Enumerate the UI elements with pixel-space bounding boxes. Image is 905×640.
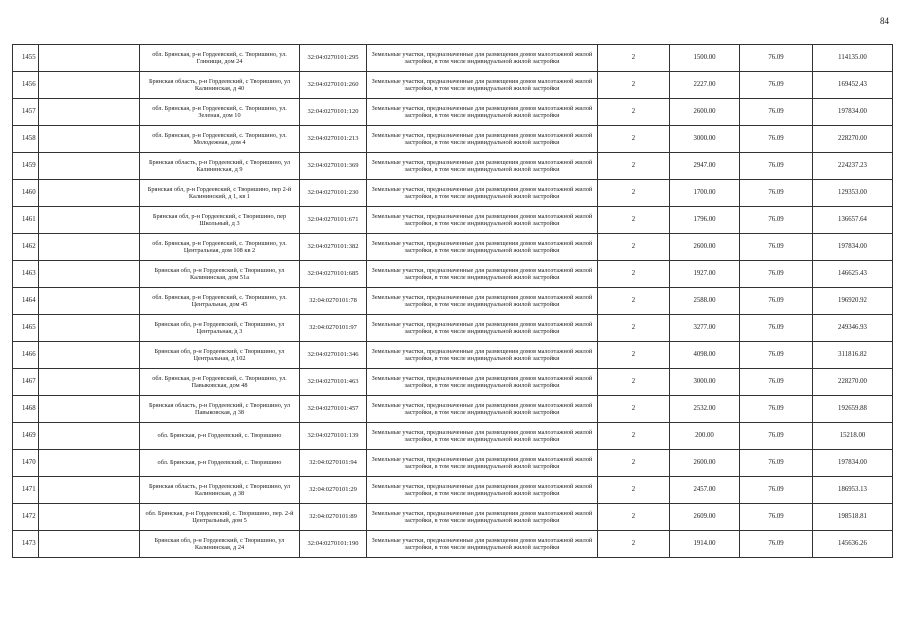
- address-cell: обл. Брянская, р-н Гордеевский, с. Творишино, ул. Центральная, дом 108 кв 2: [140, 234, 300, 261]
- empty-cell: [39, 72, 140, 99]
- table-row: [13, 72, 893, 99]
- empty-cell: [39, 396, 140, 423]
- empty-cell: [39, 477, 140, 504]
- cadastral-number-cell: 32:04:0270101:89: [300, 504, 367, 531]
- area-cell: 1927.00: [670, 261, 740, 288]
- row-number: 1464: [13, 288, 39, 315]
- empty-cell: [39, 45, 140, 72]
- table-row: [13, 153, 893, 180]
- row-number: 1461: [13, 207, 39, 234]
- group-code-cell: 2: [598, 72, 670, 99]
- address-cell: Брянская обл, р-н Гордеевский, с Творишино, ул Калининская, дом 51а: [140, 261, 300, 288]
- cadastral-rate-cell: 76.09: [740, 126, 813, 153]
- area-cell: 2947.00: [670, 153, 740, 180]
- empty-cell: [39, 126, 140, 153]
- group-code-cell: 2: [598, 45, 670, 72]
- address-cell: обл. Брянская, р-н Гордеевский, с. Творишино, ул. Центральная, дом 45: [140, 288, 300, 315]
- table-row: [13, 423, 893, 450]
- land-use-cell: Земельные участки, предназначенные для размещения домов малоэтажной жилой застройки, в том числе индивидуальной жилой застройки: [367, 72, 598, 99]
- land-use-cell: Земельные участки, предназначенные для размещения домов малоэтажной жилой застройки, в том числе индивидуальной жилой застройки: [367, 450, 598, 477]
- empty-cell: [39, 207, 140, 234]
- cadastral-number-cell: 32:04:0270101:190: [300, 531, 367, 558]
- cadastral-number-cell: 32:04:0270101:382: [300, 234, 367, 261]
- address-cell: Брянская область, р-н Гордеевский, с Творишино, ул Калининская, д 38: [140, 477, 300, 504]
- area-cell: 3000.00: [670, 369, 740, 396]
- address-cell: обл. Брянская, р-н Гордеевский, с. Творишино, ул. Павыковская, дом 48: [140, 369, 300, 396]
- cadastral-value-cell: 15218.00: [813, 423, 893, 450]
- group-code-cell: 2: [598, 207, 670, 234]
- group-code-cell: 2: [598, 477, 670, 504]
- address-cell: Брянская обл, р-н Гордеевский, с Творишино, ул Центральная, д 3: [140, 315, 300, 342]
- cadastral-rate-cell: 76.09: [740, 153, 813, 180]
- empty-cell: [39, 504, 140, 531]
- land-use-cell: Земельные участки, предназначенные для размещения домов малоэтажной жилой застройки, в том числе индивидуальной жилой застройки: [367, 396, 598, 423]
- cadastral-number-cell: 32:04:0270101:457: [300, 396, 367, 423]
- cadastral-value-cell: 228270.00: [813, 369, 893, 396]
- area-cell: 3277.00: [670, 315, 740, 342]
- row-number: 1472: [13, 504, 39, 531]
- group-code-cell: 2: [598, 369, 670, 396]
- cadastral-number-cell: 32:04:0270101:120: [300, 99, 367, 126]
- cadastral-number-cell: 32:04:0270101:97: [300, 315, 367, 342]
- table-row: [13, 207, 893, 234]
- group-code-cell: 2: [598, 423, 670, 450]
- land-use-cell: Земельные участки, предназначенные для размещения домов малоэтажной жилой застройки, в том числе индивидуальной жилой застройки: [367, 207, 598, 234]
- area-cell: 200.00: [670, 423, 740, 450]
- cadastral-value-cell: 197834.00: [813, 99, 893, 126]
- group-code-cell: 2: [598, 99, 670, 126]
- land-use-cell: Земельные участки, предназначенные для размещения домов малоэтажной жилой застройки, в том числе индивидуальной жилой застройки: [367, 531, 598, 558]
- group-code-cell: 2: [598, 261, 670, 288]
- row-number: 1460: [13, 180, 39, 207]
- cadastral-number-cell: 32:04:0270101:295: [300, 45, 367, 72]
- cadastral-rate-cell: 76.09: [740, 72, 813, 99]
- land-use-cell: Земельные участки, предназначенные для размещения домов малоэтажной жилой застройки, в том числе индивидуальной жилой застройки: [367, 126, 598, 153]
- address-cell: Брянская обл, р-н Гордеевский, с Творишино, пер 2-й Калининский, д 1, кв 1: [140, 180, 300, 207]
- cadastral-number-cell: 32:04:0270101:463: [300, 369, 367, 396]
- cadastral-value-cell: 224237.23: [813, 153, 893, 180]
- row-number: 1468: [13, 396, 39, 423]
- row-number: 1456: [13, 72, 39, 99]
- group-code-cell: 2: [598, 315, 670, 342]
- row-number: 1459: [13, 153, 39, 180]
- group-code-cell: 2: [598, 342, 670, 369]
- land-use-cell: Земельные участки, предназначенные для размещения домов малоэтажной жилой застройки, в том числе индивидуальной жилой застройки: [367, 234, 598, 261]
- group-code-cell: 2: [598, 126, 670, 153]
- row-number: 1458: [13, 126, 39, 153]
- cadastral-value-cell: 129353.00: [813, 180, 893, 207]
- cadastral-rate-cell: 76.09: [740, 45, 813, 72]
- table-row: [13, 45, 893, 72]
- cadastral-rate-cell: 76.09: [740, 450, 813, 477]
- address-cell: обл. Брянская, р-н Гордеевский, с. Творишино, пер. 2-й Центральный, дом 5: [140, 504, 300, 531]
- address-cell: Брянская обл, р-н Гордеевский, с Творишино, ул Калининская, д 24: [140, 531, 300, 558]
- cadastral-rate-cell: 76.09: [740, 531, 813, 558]
- land-use-cell: Земельные участки, предназначенные для размещения домов малоэтажной жилой застройки, в том числе индивидуальной жилой застройки: [367, 180, 598, 207]
- cadastral-rate-cell: 76.09: [740, 369, 813, 396]
- cadastral-value-cell: 136657.64: [813, 207, 893, 234]
- address-cell: Брянская область, р-н Гордеевский, с Творишино, ул Калининская, д 40: [140, 72, 300, 99]
- group-code-cell: 2: [598, 180, 670, 207]
- land-use-cell: Земельные участки, предназначенные для размещения домов малоэтажной жилой застройки, в том числе индивидуальной жилой застройки: [367, 153, 598, 180]
- cadastral-number-cell: 32:04:0270101:671: [300, 207, 367, 234]
- address-cell: обл. Брянская, р-н Гордеевский, с. Творишино, ул. Глинищи, дом 24: [140, 45, 300, 72]
- cadastral-rate-cell: 76.09: [740, 504, 813, 531]
- group-code-cell: 2: [598, 288, 670, 315]
- empty-cell: [39, 315, 140, 342]
- table-row: [13, 504, 893, 531]
- row-number: 1467: [13, 369, 39, 396]
- land-use-cell: Земельные участки, предназначенные для размещения домов малоэтажной жилой застройки, в том числе индивидуальной жилой застройки: [367, 477, 598, 504]
- table-row: [13, 450, 893, 477]
- address-cell: обл. Брянская, р-н Гордеевский, с. Творишино, ул. Зеленая, дом 10: [140, 99, 300, 126]
- cadastral-rate-cell: 76.09: [740, 315, 813, 342]
- cadastral-value-cell: 169452.43: [813, 72, 893, 99]
- area-cell: 1796.00: [670, 207, 740, 234]
- land-use-cell: Земельные участки, предназначенные для размещения домов малоэтажной жилой застройки, в том числе индивидуальной жилой застройки: [367, 423, 598, 450]
- row-number: 1463: [13, 261, 39, 288]
- group-code-cell: 2: [598, 531, 670, 558]
- area-cell: 2588.00: [670, 288, 740, 315]
- area-cell: 2600.00: [670, 234, 740, 261]
- cadastral-rate-cell: 76.09: [740, 342, 813, 369]
- row-number: 1469: [13, 423, 39, 450]
- empty-cell: [39, 153, 140, 180]
- land-use-cell: Земельные участки, предназначенные для размещения домов малоэтажной жилой застройки, в том числе индивидуальной жилой застройки: [367, 288, 598, 315]
- area-cell: 2457.00: [670, 477, 740, 504]
- table-row: [13, 180, 893, 207]
- table-row: [13, 531, 893, 558]
- cadastral-rate-cell: 76.09: [740, 207, 813, 234]
- empty-cell: [39, 369, 140, 396]
- cadastral-number-cell: 32:04:0270101:213: [300, 126, 367, 153]
- empty-cell: [39, 450, 140, 477]
- address-cell: Брянская область, р-н Гордеевский, с Творишино, ул Павыковская, д 38: [140, 396, 300, 423]
- cadastral-value-cell: 186953.13: [813, 477, 893, 504]
- area-cell: 1914.00: [670, 531, 740, 558]
- row-number: 1466: [13, 342, 39, 369]
- cadastral-rate-cell: 76.09: [740, 99, 813, 126]
- address-cell: обл. Брянская, р-н Гордеевский, с. Творишино: [140, 423, 300, 450]
- page-number: 84: [880, 16, 889, 26]
- cadastral-rate-cell: 76.09: [740, 288, 813, 315]
- group-code-cell: 2: [598, 153, 670, 180]
- cadastral-value-cell: 145636.26: [813, 531, 893, 558]
- address-cell: обл. Брянская, р-н Гордеевский, с. Творишино, ул. Молодежная, дом 4: [140, 126, 300, 153]
- table-row: [13, 261, 893, 288]
- row-number: 1465: [13, 315, 39, 342]
- table-row: [13, 477, 893, 504]
- land-use-cell: Земельные участки, предназначенные для размещения домов малоэтажной жилой застройки, в том числе индивидуальной жилой застройки: [367, 99, 598, 126]
- cadastral-number-cell: 32:04:0270101:685: [300, 261, 367, 288]
- area-cell: 1500.00: [670, 45, 740, 72]
- cadastral-value-cell: 196920.92: [813, 288, 893, 315]
- table-row: [13, 396, 893, 423]
- address-cell: Брянская обл, р-н Гордеевский, с Творишино, ул Центральная, д 102: [140, 342, 300, 369]
- row-number: 1471: [13, 477, 39, 504]
- cadastral-value-cell: 311816.82: [813, 342, 893, 369]
- empty-cell: [39, 234, 140, 261]
- table-row: [13, 288, 893, 315]
- land-plots-table: [12, 44, 893, 558]
- address-cell: обл. Брянская, р-н Гордеевский, с. Творишино: [140, 450, 300, 477]
- cadastral-number-cell: 32:04:0270101:230: [300, 180, 367, 207]
- land-use-cell: Земельные участки, предназначенные для размещения домов малоэтажной жилой застройки, в том числе индивидуальной жилой застройки: [367, 369, 598, 396]
- group-code-cell: 2: [598, 396, 670, 423]
- row-number: 1455: [13, 45, 39, 72]
- group-code-cell: 2: [598, 234, 670, 261]
- cadastral-number-cell: 32:04:0270101:260: [300, 72, 367, 99]
- cadastral-value-cell: 249346.93: [813, 315, 893, 342]
- empty-cell: [39, 99, 140, 126]
- empty-cell: [39, 288, 140, 315]
- cadastral-value-cell: 192659.88: [813, 396, 893, 423]
- area-cell: 2600.00: [670, 99, 740, 126]
- cadastral-rate-cell: 76.09: [740, 180, 813, 207]
- cadastral-rate-cell: 76.09: [740, 423, 813, 450]
- cadastral-value-cell: 228270.00: [813, 126, 893, 153]
- cadastral-value-cell: 197834.00: [813, 234, 893, 261]
- table-row: [13, 126, 893, 153]
- empty-cell: [39, 423, 140, 450]
- cadastral-number-cell: 32:04:0270101:29: [300, 477, 367, 504]
- row-number: 1473: [13, 531, 39, 558]
- empty-cell: [39, 261, 140, 288]
- empty-cell: [39, 180, 140, 207]
- land-use-cell: Земельные участки, предназначенные для размещения домов малоэтажной жилой застройки, в том числе индивидуальной жилой застройки: [367, 45, 598, 72]
- empty-cell: [39, 531, 140, 558]
- table-body: [13, 45, 893, 558]
- cadastral-rate-cell: 76.09: [740, 234, 813, 261]
- area-cell: 2532.00: [670, 396, 740, 423]
- cadastral-value-cell: 198518.81: [813, 504, 893, 531]
- group-code-cell: 2: [598, 450, 670, 477]
- table-row: [13, 342, 893, 369]
- area-cell: 2609.00: [670, 504, 740, 531]
- address-cell: Брянская обл, р-н Гордеевский, с Творишино, пер Школьный, д 3: [140, 207, 300, 234]
- land-use-cell: Земельные участки, предназначенные для размещения домов малоэтажной жилой застройки, в том числе индивидуальной жилой застройки: [367, 261, 598, 288]
- cadastral-number-cell: 32:04:0270101:369: [300, 153, 367, 180]
- row-number: 1462: [13, 234, 39, 261]
- area-cell: 2600.00: [670, 450, 740, 477]
- address-cell: Брянская область, р-н Гордеевский, с Творишино, ул Калининская, д 9: [140, 153, 300, 180]
- row-number: 1470: [13, 450, 39, 477]
- area-cell: 2227.00: [670, 72, 740, 99]
- cadastral-value-cell: 114135.00: [813, 45, 893, 72]
- cadastral-rate-cell: 76.09: [740, 261, 813, 288]
- land-use-cell: Земельные участки, предназначенные для размещения домов малоэтажной жилой застройки, в том числе индивидуальной жилой застройки: [367, 342, 598, 369]
- empty-cell: [39, 342, 140, 369]
- land-use-cell: Земельные участки, предназначенные для размещения домов малоэтажной жилой застройки, в том числе индивидуальной жилой застройки: [367, 504, 598, 531]
- land-use-cell: Земельные участки, предназначенные для размещения домов малоэтажной жилой застройки, в том числе индивидуальной жилой застройки: [367, 315, 598, 342]
- cadastral-rate-cell: 76.09: [740, 477, 813, 504]
- table-row: [13, 369, 893, 396]
- table-row: [13, 315, 893, 342]
- area-cell: 4098.00: [670, 342, 740, 369]
- cadastral-number-cell: 32:04:0270101:139: [300, 423, 367, 450]
- cadastral-rate-cell: 76.09: [740, 396, 813, 423]
- cadastral-number-cell: 32:04:0270101:346: [300, 342, 367, 369]
- row-number: 1457: [13, 99, 39, 126]
- area-cell: 1700.00: [670, 180, 740, 207]
- group-code-cell: 2: [598, 504, 670, 531]
- table-row: [13, 234, 893, 261]
- cadastral-value-cell: 146625.43: [813, 261, 893, 288]
- cadastral-number-cell: 32:04:0270101:94: [300, 450, 367, 477]
- area-cell: 3000.00: [670, 126, 740, 153]
- table-row: [13, 99, 893, 126]
- cadastral-value-cell: 197834.00: [813, 450, 893, 477]
- cadastral-number-cell: 32:04:0270101:78: [300, 288, 367, 315]
